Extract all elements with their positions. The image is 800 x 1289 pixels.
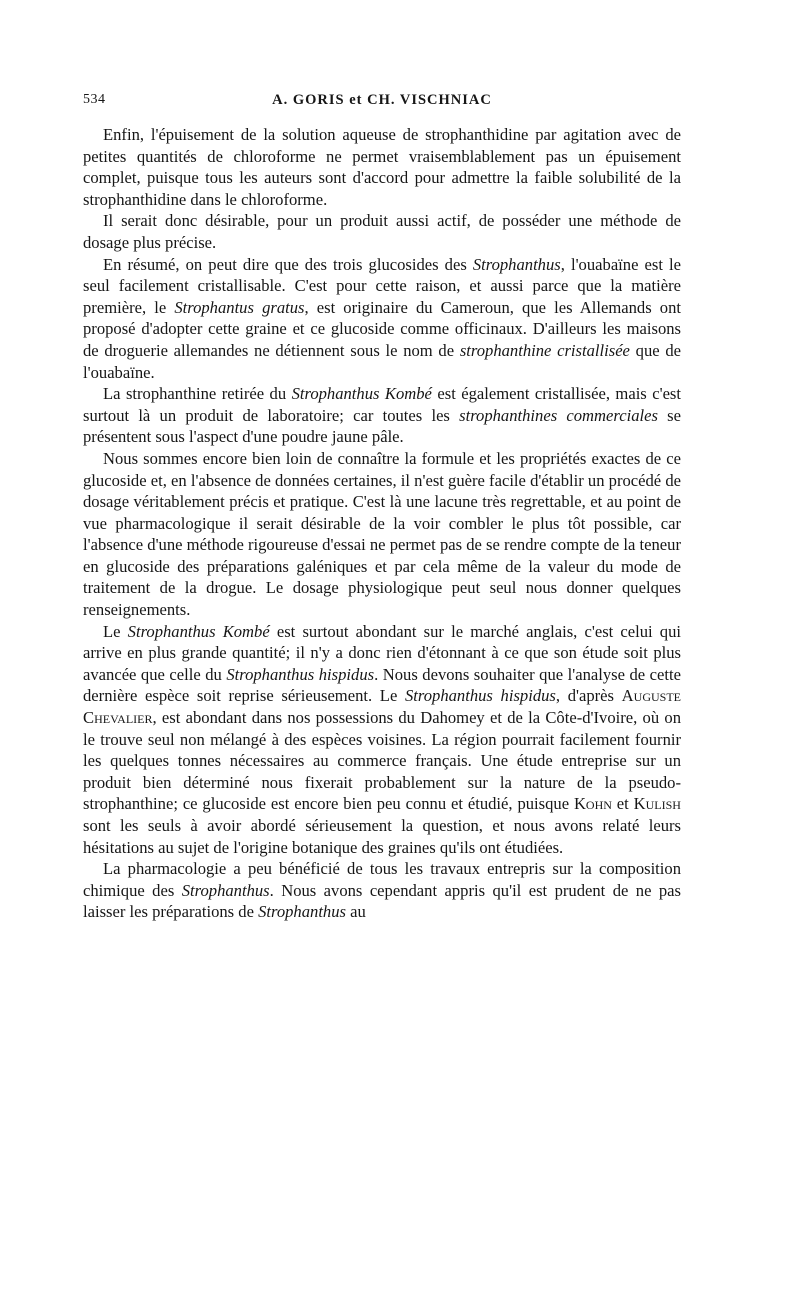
species-name: Strophanthus hispidus	[404, 686, 556, 706]
text-run: . Nous avons cependant appris qu'il est prudent de ne pas laisser les préparations de	[83, 880, 682, 922]
text-run: En résumé, on peut dire que des trois glucosides des	[103, 254, 473, 274]
author-name: Auguste Chevalier	[83, 686, 681, 728]
paragraph-desirable-method	[83, 210, 681, 253]
species-name: Strophantus gratus	[174, 297, 305, 317]
text-run: que de l'ouabaïne.	[83, 340, 682, 382]
page-number: 534	[83, 92, 106, 107]
text-run: est surtout abondant sur le marché anglais, c'est celui qui arrive en plus grande quantité; il n'y a donc rien d'étonnant à ce que son étude soit plus avancée que celle du	[83, 621, 682, 684]
paragraph-chloroform-extraction	[83, 124, 681, 210]
species-name: Strophanthus	[258, 902, 346, 922]
document-page	[83, 92, 681, 923]
italic-term: strophanthines commerciales	[459, 405, 658, 425]
text-run: Enfin, l'épuisement de la solution aqueuse de strophanthidine par agitation avec de petites quantités de chloroforme ne permet vraisemblablement pas un épuisement complet, puisque tous les auteurs sont d'accord pour admettre la faible solubilité de la strophanthidine dans le chloroforme.	[83, 125, 681, 209]
paragraph-kombe-strophanthine	[83, 383, 681, 448]
paragraph-kombe-market	[83, 621, 681, 859]
author-name: Kulish	[633, 794, 681, 814]
running-header	[83, 92, 681, 118]
text-run: et	[611, 794, 634, 814]
text-run: sont les seuls à avoir abordé sérieusement la question, et nous avons relaté leurs hésitations au sujet de l'origine botanique des graines qu'ils ont étudiées.	[83, 816, 681, 857]
paragraph-summary-ouabaine	[83, 254, 681, 384]
text-run: , d'après	[555, 686, 622, 706]
species-name: Strophanthus Kombé	[291, 384, 432, 404]
text-run: La strophanthine retirée du	[103, 384, 292, 404]
text-run: , est abondant dans nos possessions du Dahomey et de la Côte-d'Ivoire, où on le trouve seul non mélangé à des espèces voisines. La région pourrait facilement fournir les quelques tonnes nécessaires au commerce français. Une étude entreprise sur un produit bien déterminé nous fixerait probablement sur la nature de la pseudo-strophanthine; ce glucoside est encore bien peu connu et étudié, puisque	[83, 708, 681, 814]
text-run: La pharmacologie a peu bénéficié de tous les travaux entrepris sur la composition chimique des	[83, 859, 681, 900]
species-name: Strophanthus	[181, 880, 270, 900]
text-run: Il serait donc désirable, pour un produit aussi actif, de posséder une méthode de dosage plus précise.	[83, 211, 681, 252]
body-text	[83, 124, 681, 923]
text-run: au	[346, 902, 366, 922]
author-name: Kohn	[573, 794, 612, 814]
paragraph-pharmacology	[83, 858, 681, 923]
species-name: Strophanthus Kombé	[127, 621, 270, 641]
text-run: Le	[103, 621, 128, 641]
species-name: Strophanthus	[472, 254, 561, 274]
text-run: , est originaire du Cameroun, que les Allemands ont proposé d'adopter cette graine et ce glucoside comme officinaux. D'ailleurs les maisons de droguerie allemandes ne détiennent sous le nom de	[83, 297, 681, 360]
text-run: est également cristallisée, mais c'est surtout là un produit de laboratoire; car toutes les	[83, 384, 682, 425]
text-run: . Nous devons souhaiter que l'analyse de cette dernière espèce soit reprise sérieusement. Le	[83, 664, 681, 706]
paragraph-formula-unknown	[83, 448, 681, 621]
italic-term: strophanthine cristallisée	[459, 340, 630, 360]
species-name: Strophanthus hispidus	[226, 664, 375, 684]
text-run: , l'ouabaïne est le seul facilement cristallisable. C'est pour cette raison, et aussi parce que la matière première, le	[83, 254, 681, 317]
text-run: Nous sommes encore bien loin de connaître la formule et les propriétés exactes de ce glucoside et, en l'absence de données certaines, il n'est guère facile d'établir un procédé de dosage véritablement précis et pratique. C'est là une lacune très regrettable, et au point de vue pharmacologique il serait désirable de la voir combler le plus tôt possible, car l'absence d'une méthode rigoureuse d'essai ne permet pas de se rendre compte de la teneur en glucoside des préparations galéniques et par cela même de la valeur du mode de traitement de la drogue. Le dosage physiologique peut seul nous donner quelques renseignements.	[83, 448, 681, 620]
text-run: se présentent sous l'aspect d'une poudre jaune pâle.	[83, 405, 681, 447]
running-title: A. GORIS et CH. VISCHNIAC	[272, 92, 492, 108]
